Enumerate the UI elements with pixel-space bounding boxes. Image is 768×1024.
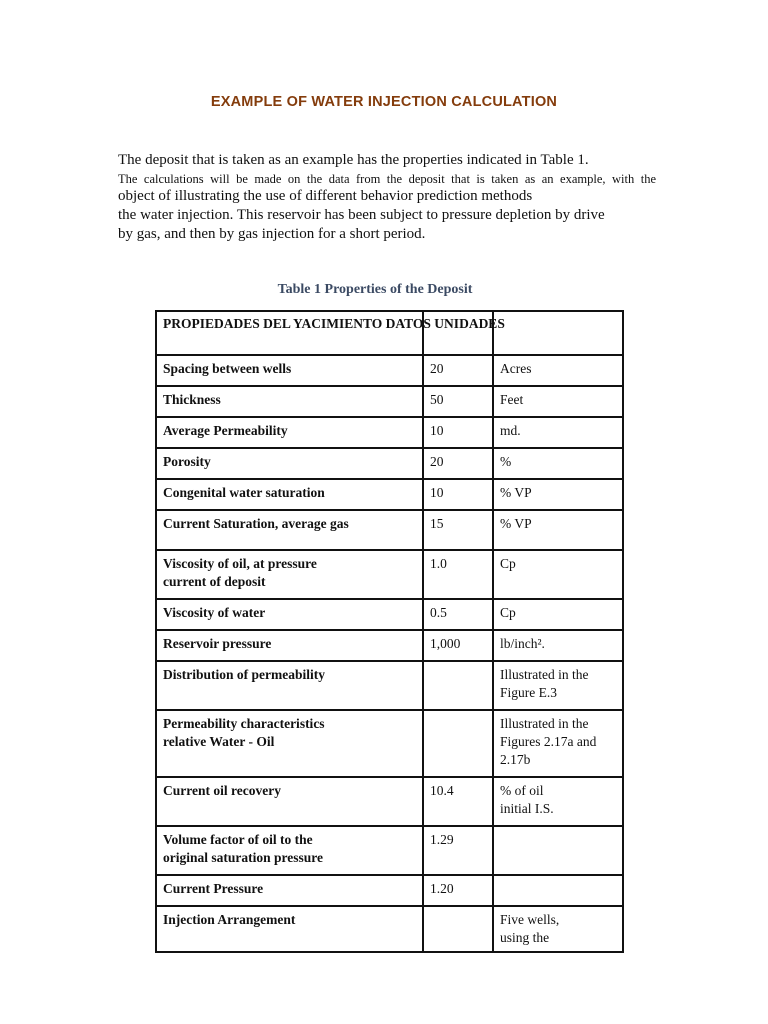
property-cell: Viscosity of oil, at pressure current of deposit (156, 550, 423, 599)
property-cell: Current oil recovery (156, 777, 423, 826)
paragraph-line-3: object of illustrating the use of different behavior prediction methods (118, 188, 533, 204)
units-cell: Illustrated in the Figure E.3 (493, 661, 623, 710)
property-cell: Porosity (156, 448, 423, 479)
table-row (156, 448, 623, 479)
units-cell: Acres (493, 355, 623, 386)
data-cell (423, 661, 493, 710)
data-cell (423, 710, 493, 777)
property-cell: Current Saturation, average gas (156, 510, 423, 550)
table-row (156, 661, 623, 710)
table-row (156, 355, 623, 386)
data-cell: 10.4 (423, 777, 493, 826)
property-cell: Volume factor of oil to the original saturation pressure (156, 826, 423, 875)
units-cell (493, 826, 623, 875)
header-cell-property (156, 311, 505, 355)
property-cell: Viscosity of water (156, 599, 423, 630)
paragraph-line-1: The deposit that is taken as an example has the properties indicated in Table 1. (118, 152, 589, 168)
table-header-row (156, 311, 623, 355)
property-cell: Injection Arrangement (156, 906, 423, 952)
data-cell: 0.5 (423, 599, 493, 630)
table-row (156, 386, 623, 417)
data-cell: 1.29 (423, 826, 493, 875)
property-cell: Reservoir pressure (156, 630, 423, 661)
document-title: EXAMPLE OF WATER INJECTION CALCULATION (210, 94, 558, 110)
data-cell: 1.20 (423, 875, 493, 906)
table-row (156, 417, 623, 448)
paragraph-line-5: by gas, and then by gas injection for a short period. (118, 226, 426, 242)
table-row (156, 510, 623, 550)
units-cell: Cp (493, 550, 623, 599)
table-row (156, 479, 623, 510)
property-cell: Spacing between wells (156, 355, 423, 386)
data-cell: 1.0 (423, 550, 493, 599)
units-cell: Illustrated in the Figures 2.17a and 2.17b (493, 710, 623, 777)
table-row (156, 630, 623, 661)
table-row (156, 550, 623, 599)
units-cell (493, 875, 623, 906)
units-cell: Feet (493, 386, 623, 417)
table-header-text: PROPIEDADES DEL YACIMIENTO DATOS UNIDADES (163, 316, 505, 331)
property-cell: Average Permeability (156, 417, 423, 448)
data-cell: 10 (423, 479, 493, 510)
property-cell: Distribution of permeability (156, 661, 423, 710)
header-cell-units (493, 311, 623, 355)
property-cell: Current Pressure (156, 875, 423, 906)
table-row (156, 875, 623, 906)
table-row (156, 906, 623, 952)
table-row (156, 710, 623, 777)
units-cell: lb/inch². (493, 630, 623, 661)
units-cell: % (493, 448, 623, 479)
data-cell: 50 (423, 386, 493, 417)
units-cell: % VP (493, 510, 623, 550)
data-cell: 1,000 (423, 630, 493, 661)
table-row (156, 599, 623, 630)
paragraph-line-4: the water injection. This reservoir has been subject to pressure depletion by drive (118, 207, 605, 223)
table-row (156, 826, 623, 875)
data-cell: 10 (423, 417, 493, 448)
units-cell: Five wells, using the (493, 906, 623, 952)
data-cell (423, 906, 493, 952)
units-cell: md. (493, 417, 623, 448)
paragraph-line-2: The calculations will be made on the data from the deposit that is taken as an example, with the (118, 172, 656, 186)
units-cell: Cp (493, 599, 623, 630)
property-cell: Congenital water saturation (156, 479, 423, 510)
properties-table (155, 310, 624, 953)
data-cell: 20 (423, 355, 493, 386)
property-cell: Permeability characteristics relative Water - Oil (156, 710, 423, 777)
table-row (156, 777, 623, 826)
units-cell: % of oil initial I.S. (493, 777, 623, 826)
data-cell: 15 (423, 510, 493, 550)
data-cell: 20 (423, 448, 493, 479)
property-cell: Thickness (156, 386, 423, 417)
table-caption: Table 1 Properties of the Deposit (277, 282, 473, 297)
units-cell: % VP (493, 479, 623, 510)
